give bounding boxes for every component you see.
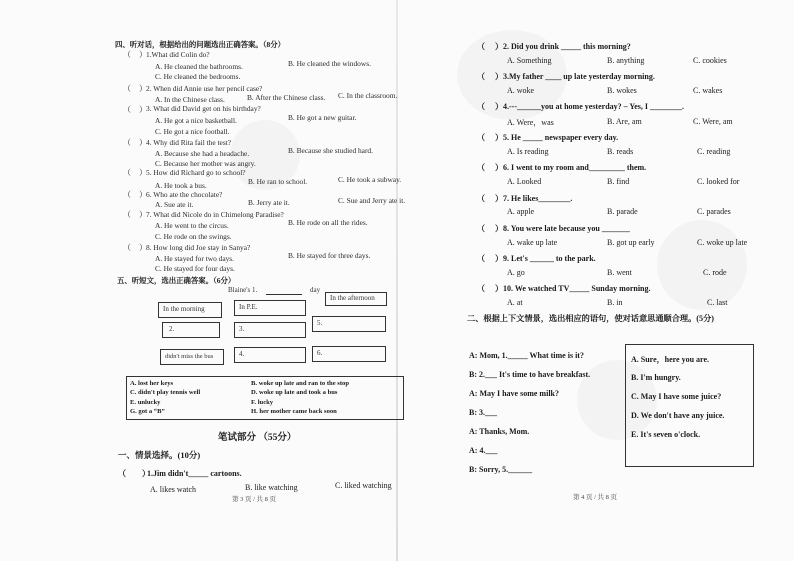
option-a: A. go <box>507 268 525 277</box>
option-a: A. Something <box>507 56 552 65</box>
diary-bus: didn't miss the bus <box>165 353 214 360</box>
diary-morning: In the morning <box>163 305 205 313</box>
option-b: B. reads <box>607 147 634 156</box>
section5-header: 五、听短文，选出正确答案。（6分） <box>117 276 236 285</box>
section4-header: 四、听对话，根据给出的问题选出正确答案。（8分） <box>115 40 285 49</box>
question-stem: 6. Who ate the chocolate? <box>146 190 223 199</box>
dialogue-line: A: May I have some milk? <box>469 389 559 398</box>
option-b: B. He rode on all the rides. <box>288 218 368 227</box>
page-footer: 第 3 页 / 共 8 页 <box>232 496 277 503</box>
question-stem: 4. Why did Rita fail the test? <box>146 138 232 147</box>
page-footer: 第 4 页 / 共 8 页 <box>573 494 618 501</box>
option-item: C. didn't play tennis well <box>130 389 201 397</box>
diary-box-pe <box>234 300 306 316</box>
option-c: C. Because her mother was angry. <box>155 159 256 168</box>
option-c: C. He cleaned the bedrooms. <box>155 72 241 81</box>
option-a: A. In the Chinese class. <box>155 95 225 104</box>
diary-4: 4. <box>239 350 245 358</box>
diary-box-morning <box>158 302 222 318</box>
question-stem: 7. What did Nicole do in Chimelong Paradise? <box>146 210 284 219</box>
diary-title-right: day <box>310 286 321 294</box>
answer-paren[interactable]: （ <box>477 102 485 111</box>
diary-box-5[interactable] <box>312 316 386 332</box>
option-a: A. Is reading <box>507 147 549 156</box>
option-a: A. Were，was <box>507 118 554 127</box>
diary-box-bus <box>160 349 224 365</box>
option-c: C. woke up late <box>697 238 748 247</box>
choices-box <box>625 344 754 467</box>
dialogue-line: A: 4.___ <box>469 446 498 455</box>
answer-paren[interactable]: （ <box>477 163 485 172</box>
question-stem: 1.Jim didn't_____ cartoons. <box>147 469 242 478</box>
option-b: B. He stayed for three days. <box>288 251 371 260</box>
option-c: C. Sue and Jerry ate it. <box>338 196 406 205</box>
option-item: F. lucky <box>251 398 274 406</box>
blank-line[interactable] <box>266 294 302 295</box>
exam-page-right <box>397 0 794 561</box>
answer-paren[interactable]: （ ） <box>123 210 147 219</box>
choice-item: C. May I have some juice? <box>631 392 722 401</box>
answer-paren[interactable]: （ <box>477 254 485 263</box>
option-a: A. apple <box>507 207 535 216</box>
options-col-right <box>251 379 349 417</box>
choice-item: E. It's seven o'clock. <box>631 430 701 439</box>
option-c: C. He stayed for four days. <box>155 264 235 273</box>
option-b: B. He ran to school. <box>248 177 308 186</box>
option-c: C. looked for <box>697 177 740 186</box>
choice-item: B. I'm hungry. <box>631 373 681 382</box>
dialogue-line: B: 3.___ <box>469 408 497 417</box>
question-stem: 1.What did Colin do? <box>146 50 210 59</box>
option-b: B. After the Chinese class. <box>247 93 326 102</box>
diary-6: 6. <box>317 349 323 357</box>
option-a: A. He cleaned the bathrooms. <box>155 62 243 71</box>
option-b: B. find <box>607 177 630 186</box>
diary-pe: In P.E. <box>239 303 258 311</box>
option-a: A. Looked <box>507 177 542 186</box>
question-stem: 8. How long did Joe stay in Sanya? <box>146 243 251 252</box>
answer-paren[interactable]: （ <box>477 224 485 233</box>
option-b: B. wokes <box>607 86 637 95</box>
option-b: B. He got a new guitar. <box>288 113 357 122</box>
diary-box-afternoon <box>325 292 387 306</box>
option-item: B. woke up late and ran to the stop <box>251 380 350 387</box>
option-c: C. He got a nice football. <box>155 127 230 136</box>
diary-box-6[interactable] <box>312 346 386 362</box>
option-a: A. He stayed for two days. <box>155 254 235 263</box>
diary-afternoon: In the afternoon <box>330 294 375 302</box>
diary-box-2[interactable] <box>162 322 220 338</box>
option-a: A. wake up late <box>507 238 558 247</box>
dialogue-line: B: Sorry, 5.______ <box>469 465 533 474</box>
question-stem: 3. What did David get on his birthday? <box>146 104 261 113</box>
option-c: C. liked watching <box>335 481 392 490</box>
faded-stamp <box>657 220 747 310</box>
option-c: C. parades <box>697 207 731 216</box>
dialogue-line: A: Mom, 1._____ What time is it? <box>469 351 584 360</box>
question-stem: ）9. Let's ______ to the park. <box>495 254 596 263</box>
answer-paren[interactable]: （ ） <box>123 190 147 199</box>
diary-title-left: Blaine's 1. <box>228 286 258 294</box>
option-a: A. He went to the circus. <box>155 221 229 230</box>
options-box <box>126 376 404 420</box>
question-stem: ）6. I went to my room and_________ them. <box>495 163 647 172</box>
option-item: E. unlucky <box>130 398 161 406</box>
option-c: C. wakes <box>693 86 723 95</box>
question-stem: ）2. Did you drink _____ this morning? <box>495 42 631 51</box>
dialogue-line: A: Thanks, Mom. <box>469 427 530 436</box>
question-stem: 5. How did Richard go to school? <box>146 168 246 177</box>
question-stem: ）10. We watched TV_____ Sunday morning. <box>495 284 651 293</box>
answer-paren[interactable]: （ ） <box>123 138 147 147</box>
option-c: C. He rode on the swings. <box>155 232 232 241</box>
option-b: B. went <box>607 268 632 277</box>
option-a: A. Because she had a headache. <box>155 149 250 158</box>
question-stem: ）4.---______you at home yesterday? – Yes, I ________. <box>495 102 685 111</box>
option-b: B. got up early <box>607 238 655 247</box>
answer-paren[interactable]: （ ） <box>123 105 147 114</box>
question-stem: ）7. He likes________. <box>495 194 573 203</box>
option-b: B. like watching <box>245 483 298 492</box>
answer-paren[interactable]: （ ） <box>123 50 147 59</box>
option-c: C. cookies <box>693 56 727 65</box>
diary-3: 3. <box>239 325 245 333</box>
diary-2: 2. <box>169 325 175 333</box>
option-item: H. her mother came back soon <box>251 408 337 416</box>
answer-paren[interactable]: （ ） <box>123 243 147 252</box>
question-stem: ）8. You were late because you _______ <box>495 224 630 233</box>
option-b: B. anything <box>607 56 645 65</box>
option-c: C. reading <box>697 147 731 156</box>
option-a: A. He got a nice basketball. <box>155 116 237 125</box>
choice-item: A. Sure，here you are. <box>631 355 709 364</box>
answer-paren[interactable]: （ <box>477 72 485 81</box>
question-stem: 2. When did Annie use her pencil case? <box>146 84 263 93</box>
option-item: D. woke up late and took a bus <box>251 389 338 397</box>
option-a: A. woke <box>507 86 535 95</box>
answer-paren[interactable]: （ <box>477 42 485 51</box>
diary-box-4[interactable] <box>234 347 306 363</box>
option-b: B. parade <box>607 207 638 216</box>
sec2-header: 二、根据上下文情景，选出相应的语句，使对话意思通顺合理。(5分) <box>467 314 714 323</box>
diary-box-3[interactable] <box>234 322 306 338</box>
question-stem: ）5. He _____ newspaper every day. <box>495 133 619 142</box>
option-b: B. in <box>607 298 623 307</box>
diary-5: 5. <box>317 319 323 327</box>
option-a: A. at <box>507 298 523 307</box>
option-c: C. rode <box>703 268 727 277</box>
option-item: G. got a “B” <box>130 408 165 416</box>
answer-paren[interactable]: （ <box>477 284 485 293</box>
option-item: A. lost her keys <box>130 380 174 387</box>
answer-paren[interactable]: （ <box>477 133 485 142</box>
option-b: B. Are, am <box>607 117 642 126</box>
answer-paren[interactable]: （ ） <box>123 168 147 177</box>
dialogue-line: B: 2.___ It's time to have breakfast. <box>469 370 591 379</box>
question-stem: ）3.My father ____ up late yesterday morning. <box>495 72 655 81</box>
choice-item: D. We don't have any juice. <box>631 411 725 420</box>
option-c: C. last <box>707 298 728 307</box>
option-b: B. He cleaned the windows. <box>288 59 371 68</box>
answer-paren[interactable]: （ <box>477 194 485 203</box>
option-c: C. He took a subway. <box>338 175 402 184</box>
option-c: C. Were, am <box>693 117 733 126</box>
answer-paren[interactable]: （ ） <box>118 469 150 478</box>
option-b: B. Jerry ate it. <box>248 198 290 207</box>
option-a: A. Sue ate it. <box>155 200 194 209</box>
option-b: B. Because she studied hard. <box>288 146 373 155</box>
option-c: C. In the classroom. <box>338 91 398 100</box>
sec1-header: 一、情景选择。(10分) <box>118 450 201 460</box>
option-a: A. likes watch <box>150 485 196 494</box>
written-part-header: 笔试部分 （55分） <box>218 433 297 443</box>
answer-paren[interactable]: （ ） <box>123 84 147 93</box>
options-col-left <box>130 379 200 417</box>
option-a: A. He took a bus. <box>155 181 207 190</box>
